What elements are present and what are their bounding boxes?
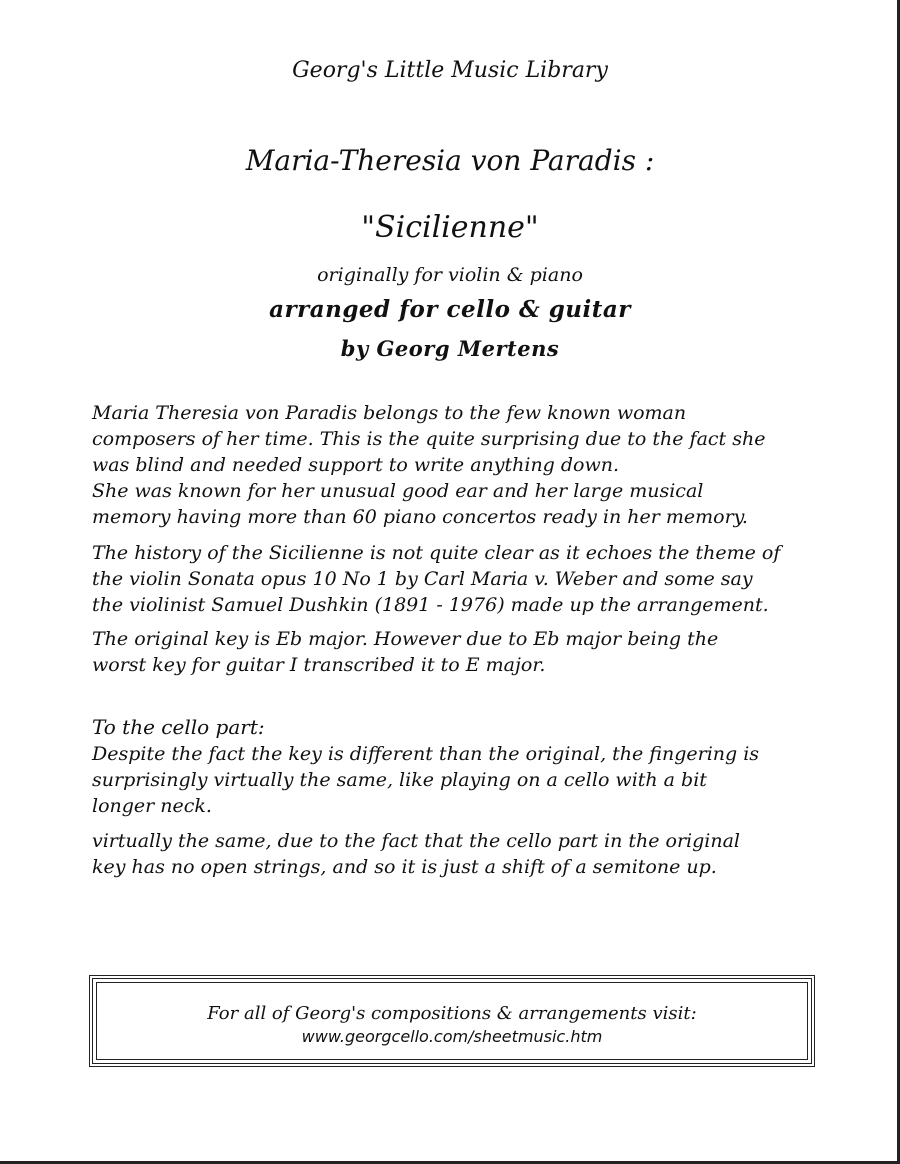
text-line: key has no open strings, and so it is just a shift of a semitone up. (92, 856, 717, 878)
text-line: surprisingly virtually the same, like playing on a cello with a bit (92, 769, 707, 791)
text-line: Maria Theresia von Paradis belongs to the few known woman (92, 402, 687, 424)
footer-url-link[interactable]: www.georgcello.com/sheetmusic.htm (301, 1027, 603, 1046)
paragraph-fingering (92, 741, 812, 819)
paragraph-biography (92, 400, 812, 530)
text-line: The history of the Sicilienne is not quite clear as it echoes the theme of (92, 542, 781, 564)
footer-box (89, 975, 815, 1067)
text-line: the violinist Samuel Dushkin (1891 - 1976) made up the arrangement. (92, 594, 769, 616)
paragraph-key (92, 626, 812, 678)
text-line: was blind and needed support to write anything down. (92, 454, 620, 476)
text-line: memory having more than 60 piano concertos ready in her memory. (92, 506, 748, 528)
text-line: The original key is Eb major. However due to Eb major being the (92, 628, 719, 650)
arrangement-line: arranged for cello & guitar (269, 296, 631, 323)
text-line: composers of her time. This is the quite surprising due to the fact she (92, 428, 766, 450)
text-line: Despite the fact the key is different than the original, the fingering is (92, 743, 760, 765)
heading-text: To the cello part: (92, 715, 265, 739)
text-line: longer neck. (92, 795, 212, 817)
composer-title: Maria-Theresia von Paradis : (245, 144, 655, 177)
original-instrumentation: originally for violin & piano (317, 264, 583, 286)
footer-visit-text: For all of Georg's compositions & arrangements visit: (207, 1003, 697, 1024)
text-line: worst key for guitar I transcribed it to E major. (92, 654, 546, 676)
cello-part-heading (92, 714, 812, 740)
piece-title: "Sicilienne" (361, 210, 539, 245)
paragraph-history (92, 540, 812, 618)
library-name: Georg's Little Music Library (292, 58, 608, 83)
text-line: the violin Sonata opus 10 No 1 by Carl Maria v. Weber and some say (92, 568, 753, 590)
text-line: She was known for her unusual good ear and her large musical (92, 480, 704, 502)
paragraph-semitone (92, 828, 812, 880)
text-line: virtually the same, due to the fact that the cello part in the original (92, 830, 741, 852)
arranger-line: by Georg Mertens (340, 336, 560, 361)
